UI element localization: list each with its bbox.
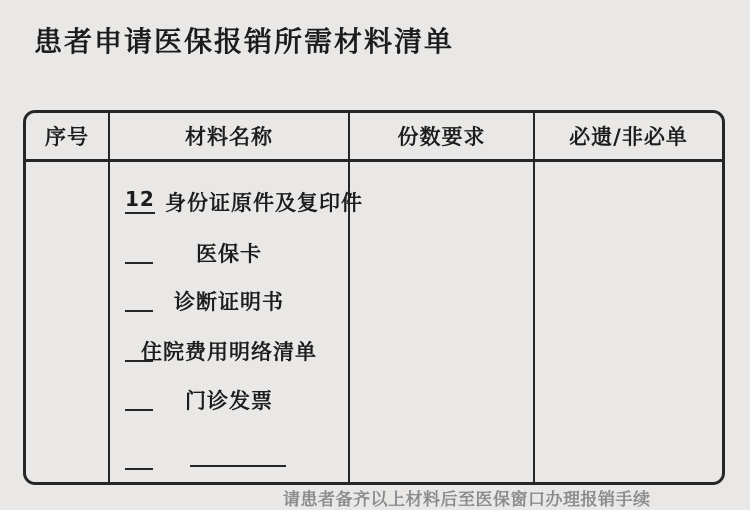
row-index-mark: 12 (125, 187, 155, 214)
materials-table (23, 110, 725, 485)
material-name: 门诊发票 (185, 389, 273, 413)
header-serial-number: 序号 (26, 113, 110, 162)
material-row (110, 187, 363, 215)
material-row (110, 336, 348, 362)
header-material-name: 材料名称 (110, 113, 350, 162)
material-name: 住院费用明络清单 (141, 340, 317, 364)
material-name: 身份证原件及复印件 (165, 191, 363, 215)
page-title: 患者申请医保报销所需材料清单 (34, 25, 455, 58)
body-column-material-name (110, 162, 363, 482)
blank-name-line (190, 465, 286, 467)
row-check-line (125, 468, 153, 470)
material-row (110, 385, 348, 411)
material-name: 医保卡 (196, 242, 262, 266)
body-column-required (535, 162, 722, 482)
material-row (110, 238, 348, 264)
header-required-optional: 必遗/非必单 (535, 113, 722, 162)
material-name: 诊断证明书 (174, 290, 284, 314)
material-row-blank (110, 444, 348, 470)
header-copies-required: 份数要求 (350, 113, 535, 162)
material-row (110, 286, 348, 312)
body-column-copies (350, 162, 535, 482)
footer-cutoff-text: 请患者备齐以上材料后至医保窗口办理报销手续 (283, 490, 651, 510)
body-column-serial-number (26, 162, 110, 482)
